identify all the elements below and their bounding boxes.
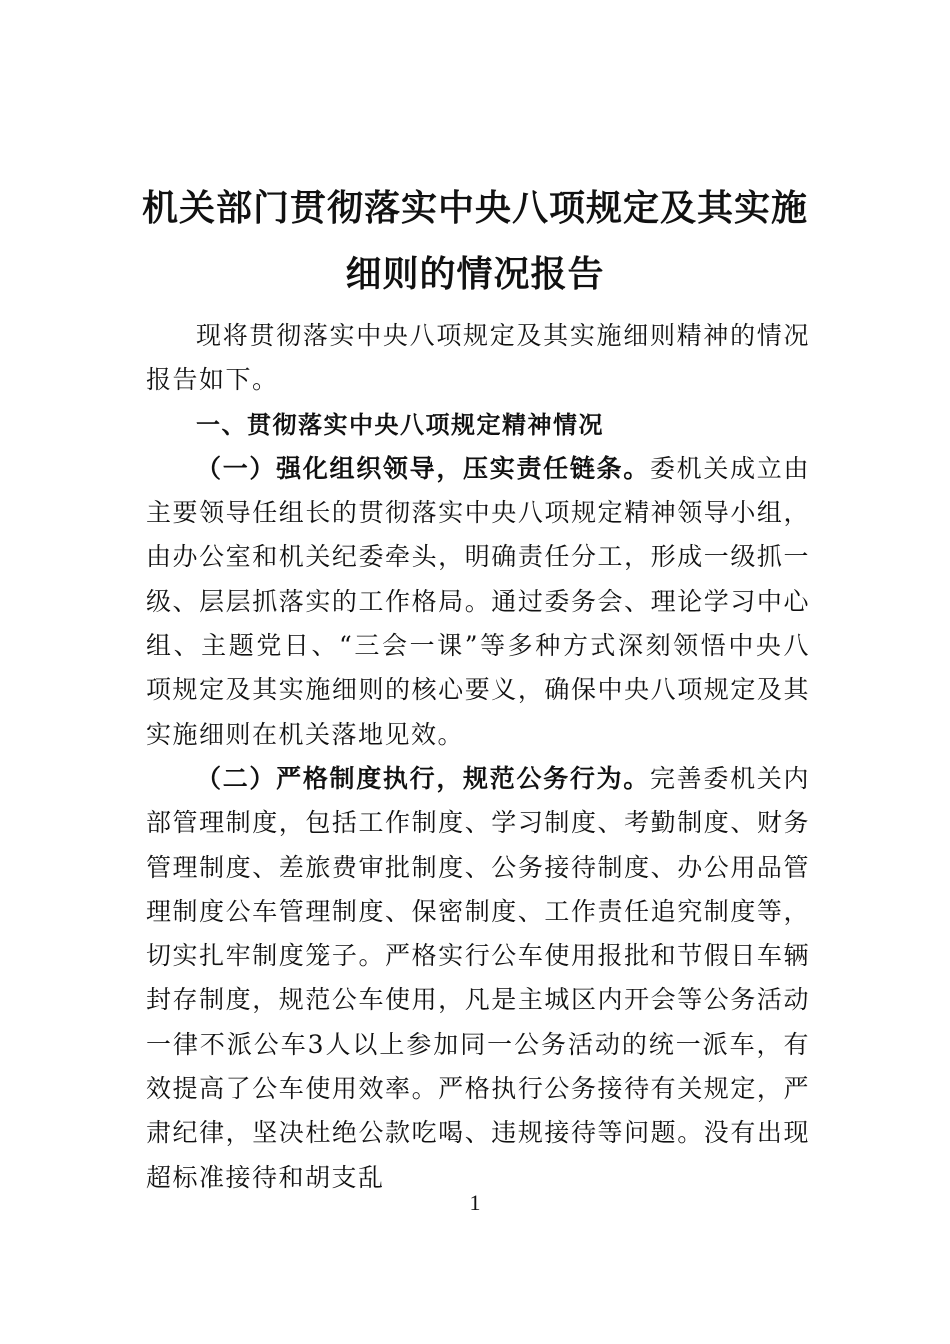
page-number: 1 bbox=[469, 1190, 481, 1215]
document-title-line1: 机关部门贯彻落实中央八项规定及其实施 bbox=[141, 188, 808, 229]
paragraph-2-heading: （二）严格制度执行，规范公务行为。 bbox=[196, 763, 650, 793]
document-body bbox=[146, 314, 810, 1200]
paragraph-2-body: 完善委机关内部管理制度，包括工作制度、学习制度、考勤制度、财务管理制度、差旅费审批制度、公务接待制度、办公用品管理制度公车管理制度、保密制度、工作责任追究制度等，切实扎牢制度笼子。严格实行公车使用报批和节假日车辆封存制度，规范公车使用，凡是主城区内开会等公务活动一律不派公车3人以上参加同一公务活动的统一派车，有效提高了公车使用效率。严格执行公务接待有关规定，严肃纪律，坚决杜绝公款吃喝、违规接待等问题。没有出现超标准接待和胡支乱 bbox=[146, 763, 810, 1192]
section1-heading: 一、贯彻落实中央八项规定精神情况 bbox=[196, 410, 604, 439]
paragraph-2 bbox=[146, 757, 810, 1200]
paragraph-1-heading: （一）强化组织领导，压实责任链条。 bbox=[196, 453, 650, 483]
paragraph-1-body: 委机关成立由主要领导任组长的贯彻落实中央八项规定精神领导小组，由办公室和机关纪委牵头，明确责任分工，形成一级抓一级、层层抓落实的工作格局。通过委务会、理论学习中心组、主题党日、“三会一课”等多种方式深刻领悟中央八项规定及其实施细则的核心要义，确保中央八项规定及其实施细则在机关落地见效。 bbox=[146, 453, 810, 749]
document-title-line2: 细则的情况报告 bbox=[345, 254, 605, 295]
paragraph-1 bbox=[146, 447, 810, 757]
intro-paragraph: 现将贯彻落实中央八项规定及其实施细则精神的情况报告如下。 bbox=[146, 321, 810, 395]
